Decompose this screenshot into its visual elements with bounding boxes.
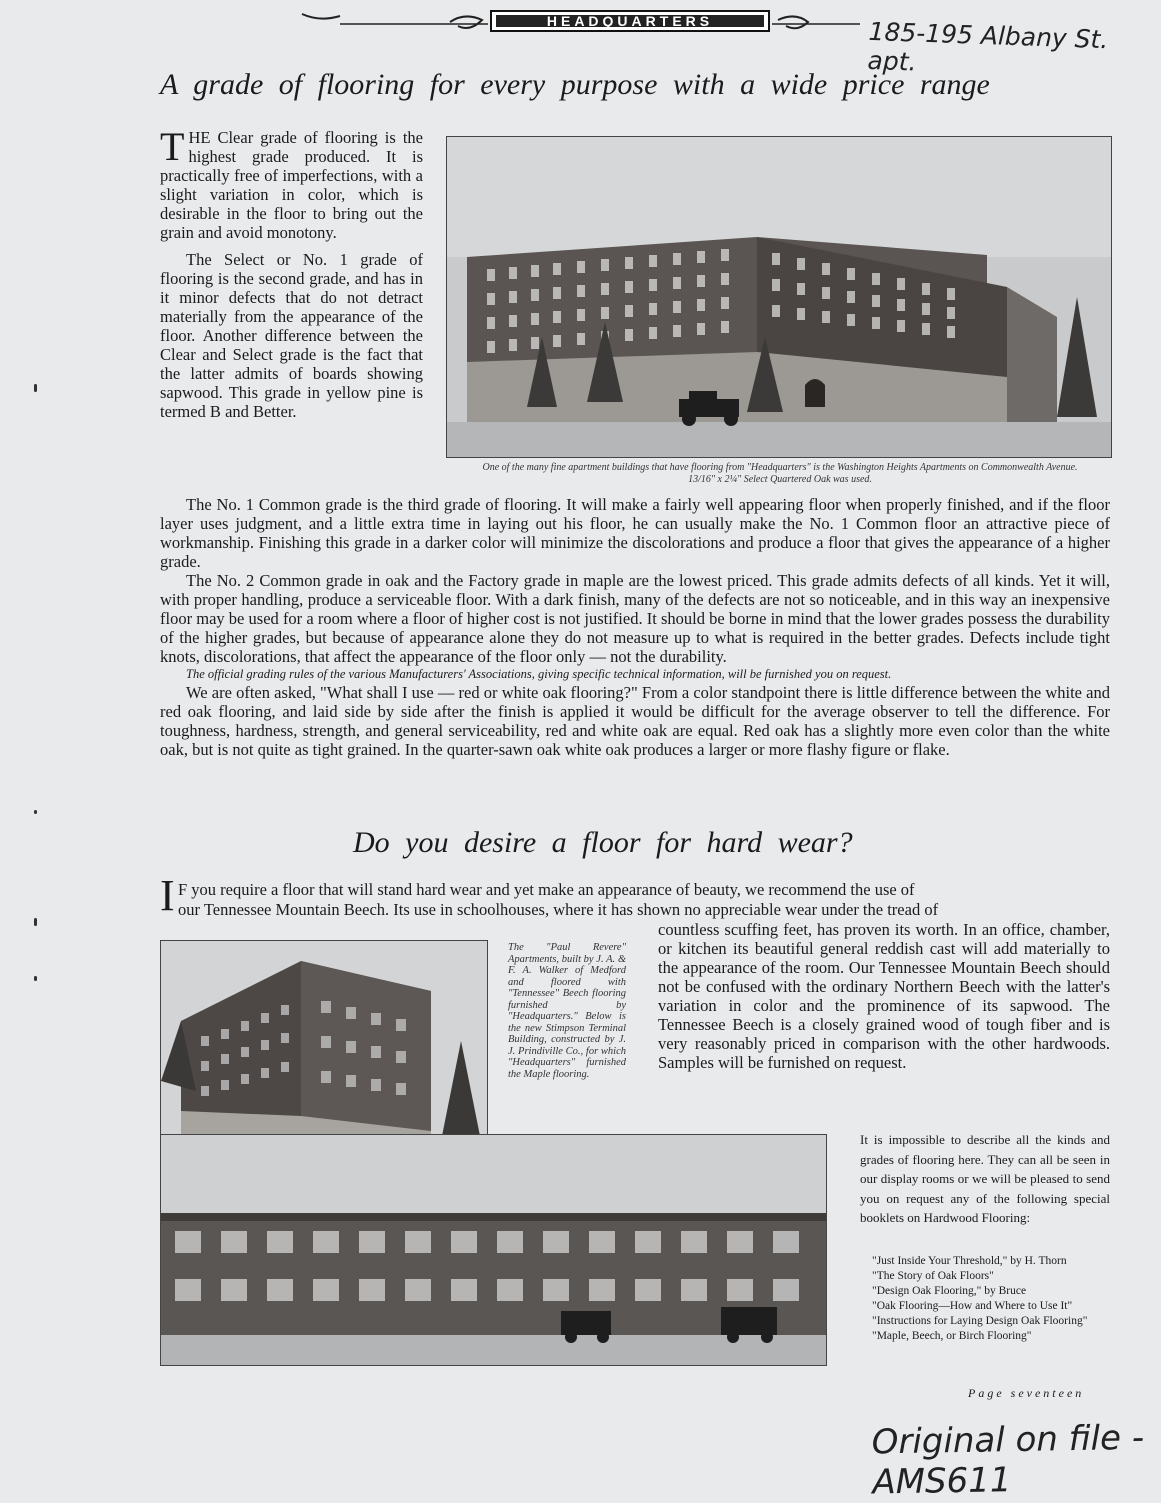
intro-line-1: F you require a floor that will stand hard wear and yet make an appearance of beauty, we recommend the use of (178, 880, 915, 899)
dropcap-i: I (160, 871, 175, 920)
booklet-item: "The Story of Oak Floors" (872, 1270, 994, 1282)
margin-mark (34, 976, 37, 981)
photo-stimpson-terminal (160, 1134, 827, 1366)
full-width-text (160, 495, 1110, 759)
handwritten-note-bottom: Original on file - AMS611 (871, 1417, 1145, 1503)
terminal-building-image (161, 1135, 826, 1365)
paragraph-red-white-oak: We are often asked, "What shall I use — red or white oak flooring?" From a color standpoint there is little difference between the white and red oak flooring, and laid side by side after the finish is applied it would be difficult for the average observer to tell the difference. For toughness, hardness, strength, and general serviceability, red and white oak are equal. Red oak has a slightly more even color than the white oak, but is not quite as tight grained. In the quarter-sawn oak white oak produces a larger or more flashy figure or flake. (160, 683, 1110, 759)
banner-box (490, 10, 770, 32)
header-banner (300, 8, 860, 38)
margin-mark (34, 810, 37, 814)
dropcap-t: T (160, 124, 185, 169)
grading-rules-note: The official grading rules of the various Manufacturers' Associations, giving specific technical information, will be furnished you on request. (186, 667, 892, 681)
intro-line-2: our Tennessee Mountain Beech. Its use in schoolhouses, where it has shown no appreciable wear under the tread of (178, 900, 939, 919)
narrow-column (160, 124, 423, 421)
margin-mark (34, 384, 37, 392)
photo-caption-washington-heights: One of the many fine apartment buildings that have flooring from "Headquarters" is the Washington Heights Apartments on Commonwealth Avenue. 13/16" x 2¼" Select Quartered Oak was used. (482, 462, 1078, 485)
paragraph-tennessee-beech: countless scuffing feet, has proven its worth. In an office, chamber, or kitchen its beautiful general reddish cast will add materially to the appearance of the room. Our Tennessee Mountain Beech should not be confused with the ordinary Northern Beech with the latter's variation in color and the prominence of its sapwood. The Tennessee Beech is a closely grained wood of tough fiber and is very reasonably priced in comparison with the other hardwoods. Samples will be furnished on request. (658, 920, 1110, 1072)
section-title-hard-wear: Do you desire a floor for hard wear? (353, 826, 853, 859)
section-title-grades: A grade of flooring for every purpose with a wide price range (160, 68, 990, 101)
paragraph-select-grade: The Select or No. 1 grade of flooring is the second grade, and has in it minor defects that do not detract materially from the appearance of the floor. Another difference between the Clear and Select grade is the fact that the latter admits of boards showing sapwood. This grade in yellow pine is termed B and Better. (160, 250, 423, 421)
photo-washington-heights (446, 136, 1112, 458)
apartment-building-image (447, 137, 1111, 457)
booklet-item: "Design Oak Flooring," by Bruce (872, 1285, 1027, 1297)
beech-column (658, 920, 1110, 1072)
paragraph-clear-grade-text: HE Clear grade of flooring is the highest grade produced. It is practically free of imperfections, with a slight variation in color, which is desirable in the floor to bring out the grain and avoid monotony. (160, 128, 423, 242)
paragraph-no2-common: The No. 2 Common grade in oak and the Factory grade in maple are the lowest priced. This grade admits defects of all kinds. Yet it will, with proper handling, produce a serviceable floor. With a dark finish, many of the defects are not so noticeable, and in this way an inexpensive floor may be used for a room where a floor of higher cost is not justified. It should be borne in mind that the lower grades possess the durability of the higher grades, but because of appearance alone they do not measure up to what is required in the better grades. Defects include tight knots, discolorations, that affect the appearance of the floor only — not the durability. (160, 571, 1110, 666)
booklet-item: "Oak Flooring—How and Where to Use It" (872, 1300, 1073, 1312)
margin-mark (34, 918, 37, 926)
banner-label: HEADQUARTERS (496, 15, 764, 27)
booklet-list (872, 1254, 1112, 1344)
paragraph-clear-grade (160, 124, 423, 242)
booklet-item: "Maple, Beech, or Birch Flooring" (872, 1330, 1032, 1342)
page-number: Page seventeen (968, 1386, 1085, 1400)
side-caption-paul-revere: The "Paul Revere" Apartments, built by J. A. & F. A. Walker of Medford and floored with "Tennessee" Beech flooring furnished by "Headquarters." Below is the new Stimpson Terminal Building, constructed by J. J. Prindiville Co., for which "Headquarters" furnished the Maple flooring. (508, 942, 626, 1080)
booklets-intro: It is impossible to describe all the kinds and grades of flooring here. They can all be seen in our display rooms or we will be pleased to send you on request any of the following special booklets on Hardwood Flooring: (860, 1132, 1110, 1225)
booklet-item: "Instructions for Laying Design Oak Flooring" (872, 1315, 1088, 1327)
paragraph-no1-common: The No. 1 Common grade is the third grade of flooring. It will make a fairly well appearing floor when properly finished, and if the floor layer uses judgment, and a little extra time in laying out his floor, he can usually make the No. 1 Common floor an attractive piece of workmanship. Finishing this grade in a darker color will minimize the discolorations and produce a floor that gives the appearance of a higher grade. (160, 495, 1110, 571)
handwritten-note-top: 185-195 Albany St. apt. (867, 16, 1109, 77)
booklet-item: "Just Inside Your Threshold," by H. Thorn (872, 1255, 1067, 1267)
